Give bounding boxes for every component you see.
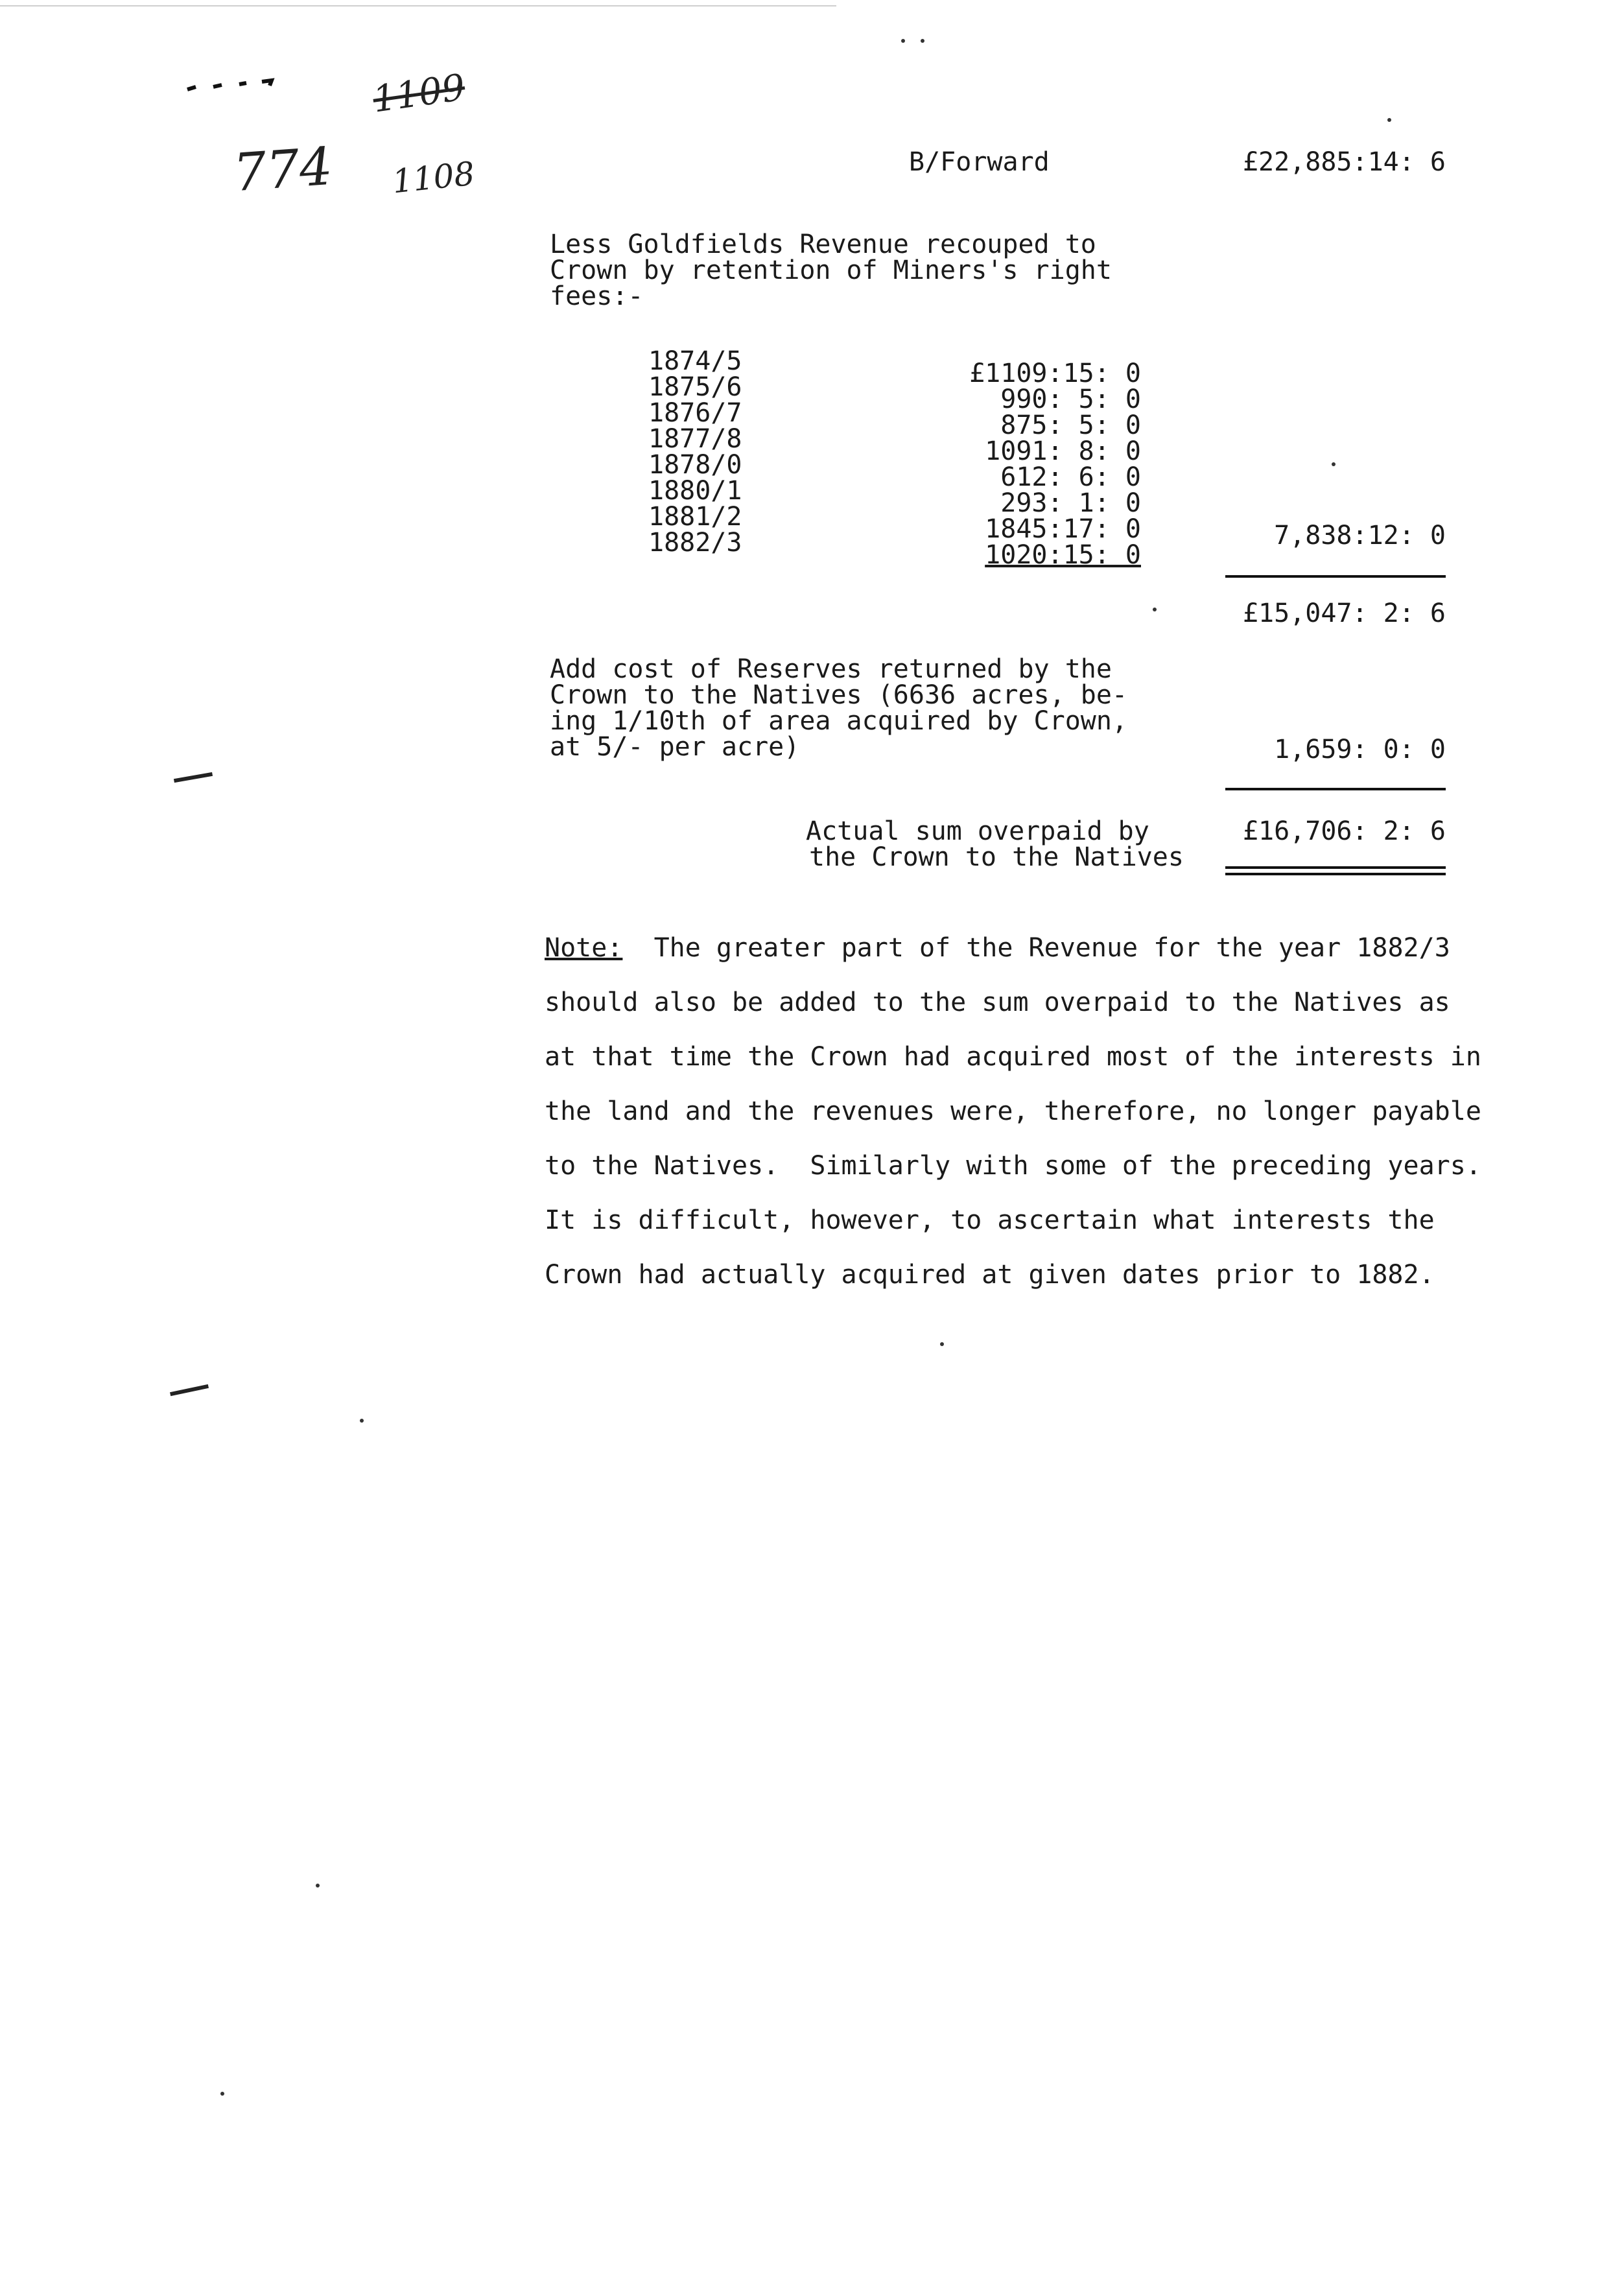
amount-cell: 612: 6: 0: [1000, 462, 1141, 492]
year-cell: 1878/0: [648, 450, 742, 480]
less-line: fees:-: [550, 281, 644, 311]
scan-speck: [1153, 608, 1157, 611]
scan-speck: [940, 1342, 944, 1346]
note-first-line: [545, 935, 1450, 961]
less-line: Crown by retention of Miners's right: [550, 255, 1112, 285]
scan-speck: [901, 39, 905, 43]
top-edge-line: [0, 5, 836, 6]
less-line: Less Goldfields Revenue recouped to: [550, 230, 1096, 259]
actual-amount: £16,706: 2: 6: [1242, 816, 1446, 846]
amount-cell: 875: 5: 0: [1000, 410, 1141, 440]
scan-speck: [220, 2092, 224, 2096]
amount-cell: £1109:15: 0: [969, 359, 1141, 388]
scan-speck: [360, 1419, 364, 1423]
scan-speck: [1387, 118, 1391, 122]
list-item: [648, 514, 1141, 570]
note-label: Note:: [545, 933, 623, 963]
margin-dash-2: [170, 1384, 209, 1396]
note-line: to the Natives. Similarly with some of the preceding years.: [545, 1151, 1481, 1181]
add-amount: 1,659: 0: 0: [1274, 735, 1446, 764]
double-rule-bottom: [1225, 873, 1446, 875]
handwritten-folio-top: 1109: [370, 66, 468, 121]
scan-speck: [316, 1884, 320, 1887]
total-rule-2: [1225, 788, 1446, 790]
handwritten-left-mark: 774: [231, 136, 335, 204]
bforward-label: B/Forward: [909, 147, 1050, 177]
corner-dash-marks: [172, 62, 282, 81]
note-line: Crown had actually acquired at given dates prior to 1882.: [545, 1260, 1435, 1290]
total-rule-1: [1225, 575, 1446, 578]
amount-cell: 1091: 8: 0: [985, 436, 1141, 466]
handwritten-folio-bottom: 1108: [390, 154, 477, 201]
add-line: ing 1/10th of area acquired by Crown,: [550, 706, 1128, 736]
scan-speck: [921, 39, 924, 43]
amount-cell: 990: 5: 0: [1000, 385, 1141, 414]
add-paragraph: [550, 654, 1128, 762]
dash-marks-svg: [184, 74, 294, 93]
margin-dash-1: [174, 772, 213, 783]
bforward-amount: £22,885:14: 6: [1242, 147, 1446, 177]
add-line: at 5/- per acre): [550, 732, 800, 762]
add-line: Crown to the Natives (6636 acres, be-: [550, 680, 1128, 710]
year-cell: 1882/3: [648, 528, 742, 558]
actual-line: Actual sum overpaid by: [806, 816, 1149, 846]
note-line: at that time the Crown had acquired most of the interests in: [545, 1042, 1481, 1072]
year-cell: 1880/1: [648, 476, 742, 506]
scan-speck: [1332, 462, 1336, 466]
less-total-amount: 7,838:12: 0: [1274, 521, 1446, 550]
add-line: Add cost of Reserves returned by the: [550, 654, 1112, 684]
amount-cell: 293: 1: 0: [1000, 488, 1141, 518]
actual-sum-label: [806, 816, 1184, 872]
amount-cell: 1845:17: 0: [985, 514, 1141, 544]
actual-line: the Crown to the Natives: [809, 842, 1184, 872]
year-cell: 1876/7: [648, 398, 742, 428]
goldfields-revenue-list: [648, 336, 1141, 570]
note-line: should also be added to the sum overpaid to the Natives as: [545, 988, 1450, 1017]
year-cell: 1877/8: [648, 424, 742, 454]
year-cell: 1875/6: [648, 372, 742, 402]
less-paragraph: [550, 230, 1112, 311]
note-line: the land and the revenues were, therefore, no longer payable: [545, 1096, 1481, 1126]
amount-cell-last: 1020:15: 0: [985, 540, 1141, 570]
year-cell: 1874/5: [648, 346, 742, 376]
double-rule-top: [1225, 866, 1446, 869]
note-first-text: The greater part of the Revenue for the year 1882/3: [622, 933, 1450, 963]
subtotal-amount: £15,047: 2: 6: [1242, 598, 1446, 628]
note-line: It is difficult, however, to ascertain what interests the: [545, 1205, 1435, 1235]
year-cell: 1881/2: [648, 502, 742, 532]
